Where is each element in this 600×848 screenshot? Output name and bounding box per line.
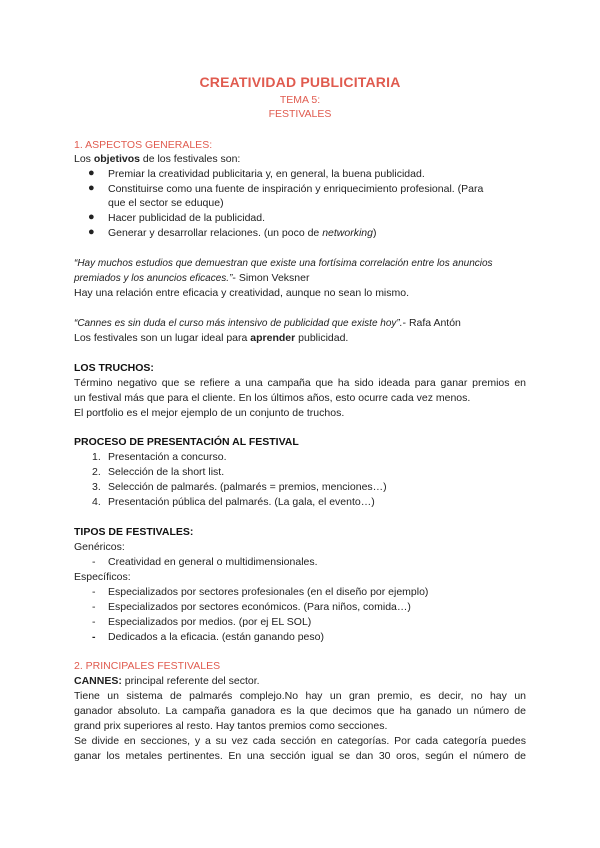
tema-label: TEMA 5: [279,94,321,106]
document-subtitle: FESTIVALES [268,108,332,120]
heading-truchos: LOS TRUCHOS: [74,362,154,374]
bullet-icon: ● [88,182,95,194]
cannes-line: ganador absoluto. La campaña ganadora es la que decimos que ha ganado un número de [74,705,526,717]
cannes-intro: CANNES: principal referente del sector. [74,675,260,687]
especificos-label: Específicos: [74,571,131,583]
truchos-line: Término negativo que se refiere a una campaña que ha sido ideada para ganar premios en [74,377,526,389]
bullet-icon: ● [88,167,95,179]
bullet-icon: ● [88,211,95,223]
section-heading-principales: 2. PRINCIPALES FESTIVALES [74,660,221,672]
genericos-label: Genéricos: [74,541,125,553]
cannes-line: ganar los metales pertinentes. En una sección igual se dan 30 oros, según el número de [74,750,526,762]
objetivos-intro: Los objetivos de los festivales son: [74,153,241,165]
quote-anton: “Cannes es sin duda el curso más intensivo de publicidad que existe hoy”.- Rafa Antón [74,317,461,329]
document-title: CREATIVIDAD PUBLICITARIA [199,74,401,90]
quote-veksner-line2: premiados y los anuncios eficaces.”- Simon Veksner [74,272,310,284]
heading-proceso: PROCESO DE PRESENTACIÓN AL FESTIVAL [74,436,299,448]
cannes-line: Tiene un sistema de palmarés complejo.No hay un gran premio, es decir, no hay un [74,690,526,702]
cannes-line: grand prix superiores al resto. Hay tantos premios como secciones. [74,720,388,732]
truchos-line: El portfolio es el mejor ejemplo de un conjunto de truchos. [74,407,345,419]
quote-veksner-comment: Hay una relación entre eficacia y creatividad, aunque no sean lo mismo. [74,287,410,299]
truchos-line: un festival más que para el cliente. En los últimos años, esto ocurre cada vez menos. [74,392,471,404]
document-page: CREATIVIDAD PUBLICITARIA TEMA 5: FESTIVALES 1. ASPECTOS GENERALES: Los objetivos de los festivales son: ● Premiar la creatividad publicitaria y, en general, la buena publicidad. ● Constituirse como una fuente de inspiración y enriquecimiento profesional. (Para que el sector se eduque) ● Hacer publicidad de la publicidad. ● Generar y desarrollar relaciones. (un poco de networking) “Hay muchos estudios que demuestran que existe una fortísima correlación entre los anuncios premiados y los anuncios eficaces.”- Simon Veksner Hay una relación entre eficacia y creatividad, aunque no sean lo mismo. “Cannes es sin duda el curso más intensivo de publicidad que existe hoy”.- Rafa Antón Los festivales son un lugar ideal para aprender publicidad. LOS TRUCHOS: Término negativo que se refiere a una campaña que ha sido ideada para ganar premios en un festival más que para el cliente. En los últimos años, esto ocurre cada vez menos. El portfolio es el mejor ejemplo de un conjunto de truchos. PROCESO DE PRESENTACIÓN AL FESTIVAL 1. Presentación a concurso. 2. Selección de la short list. 3. Selección de palmarés. (palmarés = premios, menciones…) 4. Presentación pública del palmarés. (La gala, el evento…) TIPOS DE FESTIVALES: Genéricos: - Creatividad en general o multidimensionales. Específicos: - Especializados por sectores profesionales (en el diseño por ejemplo) - Especializados por sectores económicos. (Para niños, comida…) - Especializados por medios. (por ej EL SOL) - Dedicados a la eficacia. (están ganando peso) 2. PRINCIPALES FESTIVALES CANNES: principal referente del sector. Tiene un sistema de palmarés complejo.No hay un gran premio, es decir, no hay un ganador absoluto. La campaña ganadora es la que decimos que ha ganado un número de grand prix superiores al resto. Hay tantos premios como secciones. Se divide en secciones, y a su vez cada sección en categorías. Por cada categoría puedes ganar los metales pertinentes. En una sección igual se dan 30 oros, según el número de [0,0,600,848]
heading-tipos: TIPOS DE FESTIVALES: [74,526,194,538]
section-heading-aspectos: 1. ASPECTOS GENERALES: [74,139,213,151]
cannes-line: Se divide en secciones, y a su vez cada sección en categorías. Por cada categoría puedes [74,735,526,747]
quote-veksner-line1: “Hay muchos estudios que demuestran que existe una fortísima correlación entre los anuncios [74,258,493,269]
quote-anton-comment: Los festivales son un lugar ideal para aprender publicidad. [74,332,349,344]
bullet-icon: ● [88,226,95,238]
